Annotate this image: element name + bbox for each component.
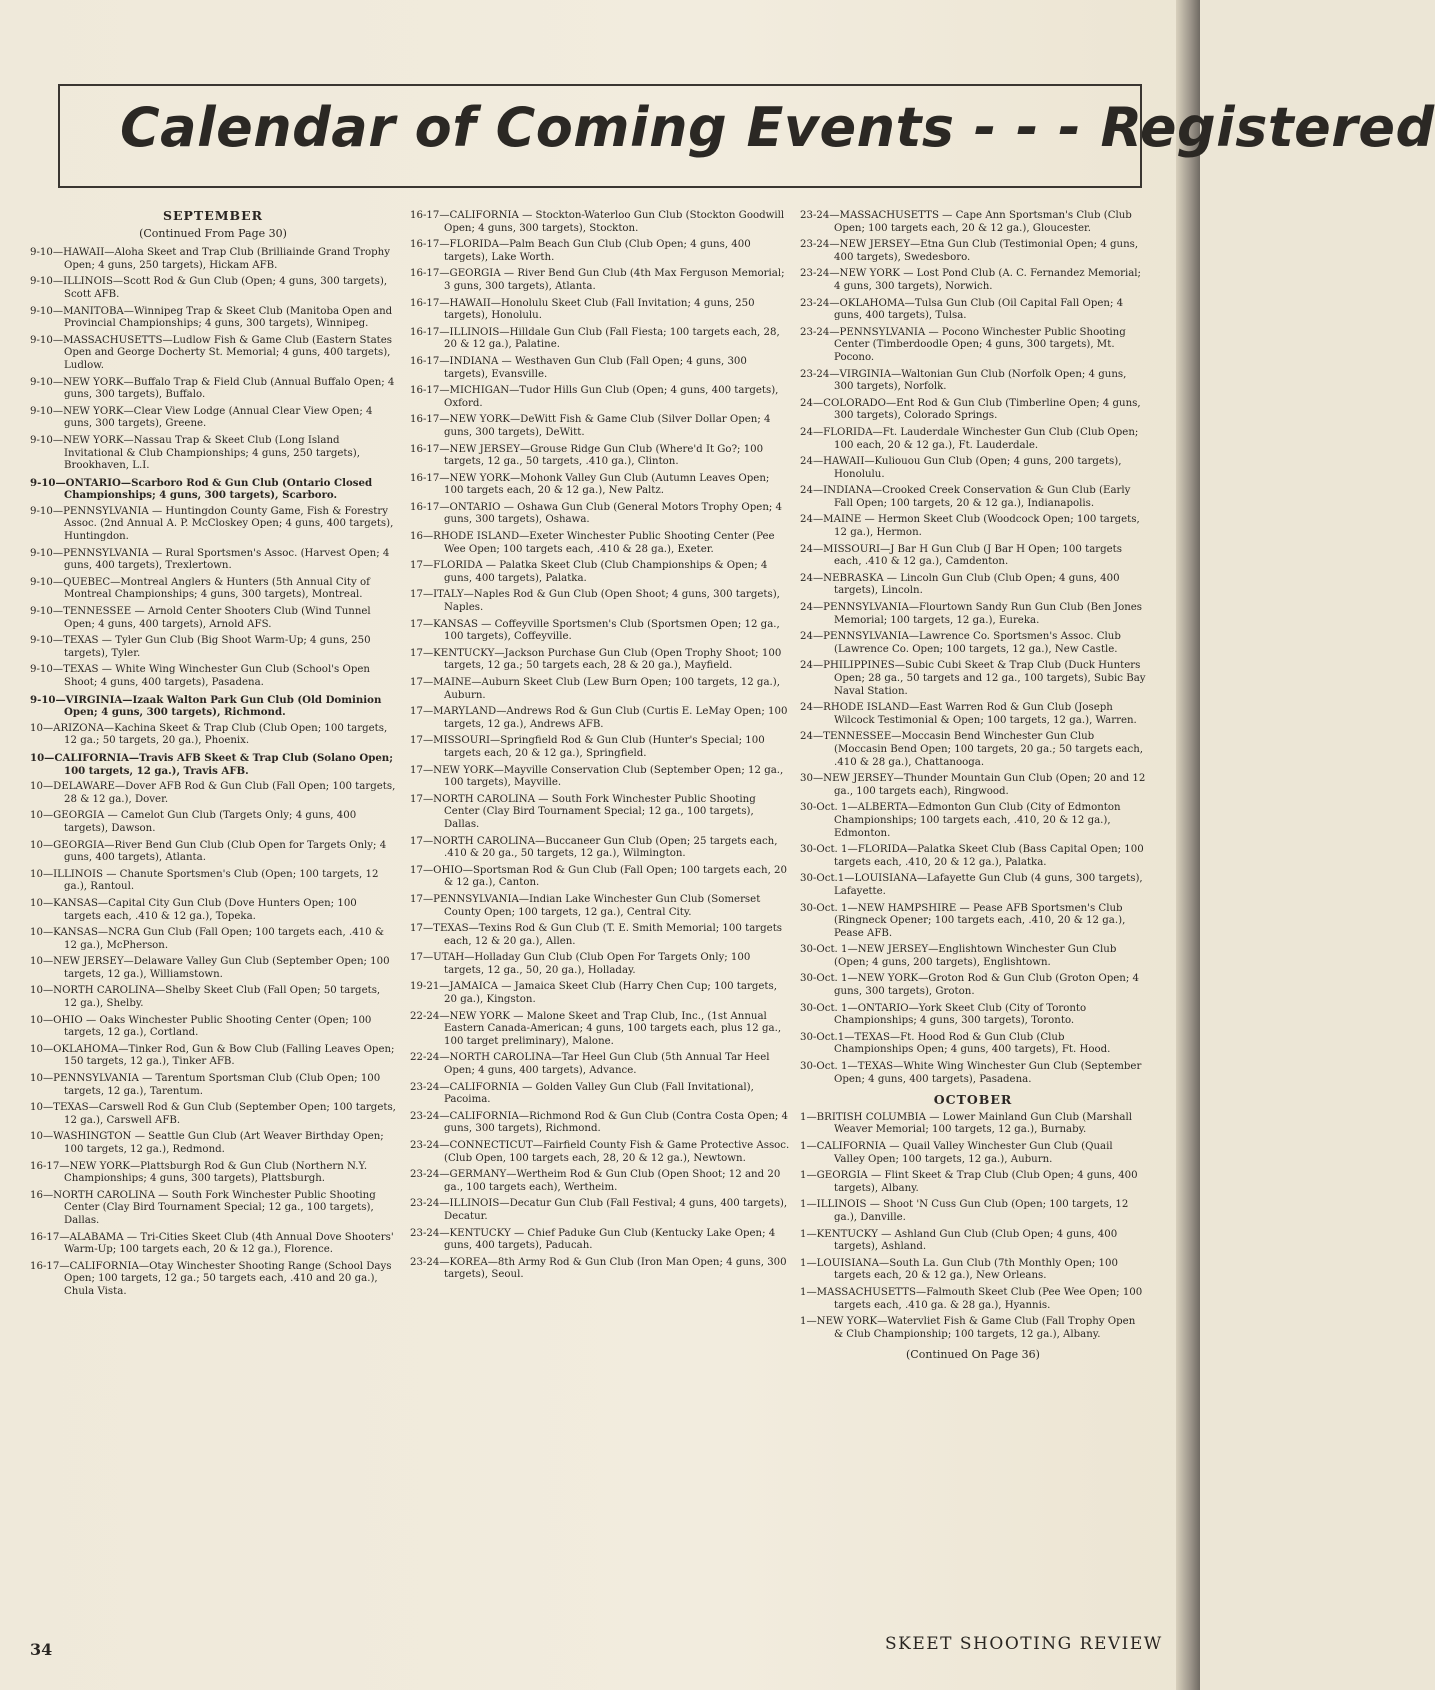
section-heading-september: SEPTEMBER: [162, 208, 264, 223]
event-entry: 23-24—PENNSYLVANIA — Pocono Winchester Public Shooting Center (Timberdoodle Open; 4 guns, 300 targets), Mt. Pocono.: [800, 326, 1126, 363]
event-entry: 17—OHIO—Sportsman Rod & Gun Club (Fall Open; 100 targets each, 20 & 12 ga.), Canton.: [410, 864, 788, 889]
event-entry: 23-24—NEW YORK — Lost Pond Club (A. C. Fernandez Memorial; 4 guns, 300 targets), Norwich.: [800, 268, 1141, 292]
magazine-name: SKEET SHOOTING REVIEW: [885, 1634, 1163, 1654]
section-heading-october: OCTOBER: [933, 1092, 1013, 1108]
event-entry: 9-10—ILLINOIS—Scott Rod & Gun Club (Open; 4 guns, 300 targets), Scott AFB.: [30, 276, 388, 300]
event-entry: 16-17—MICHIGAN—Tudor Hills Gun Club (Open; 4 guns, 400 targets), Oxford.: [410, 385, 779, 409]
event-entry: 16-17—FLORIDA—Palm Beach Gun Club (Club Open; 4 guns, 400 targets), Lake Worth.: [410, 239, 751, 263]
event-entry: 30—NEW JERSEY—Thunder Mountain Gun Club (Open; 20 and 12 ga., 100 targets each), Ringwood.: [800, 773, 1146, 797]
event-entry: 24—TENNESSEE—Moccasin Bend Winchester Gun Club (Moccasin Bend Open; 100 targets, 20 ga.; 50 targets each, .410 & 28 ga.), Chattanooga.: [800, 731, 1144, 768]
event-entry: 10—NORTH CAROLINA—Shelby Skeet Club (Fall Open; 50 targets, 12 ga.), Shelby.: [30, 985, 381, 1010]
event-entry: 16-17—INDIANA — Westhaven Gun Club (Fall Open; 4 guns, 300 targets), Evansville.: [410, 355, 747, 380]
event-entry: 16-17—CALIFORNIA—Otay Winchester Shooting Range (School Days Open; 100 targets, 12 ga.; 50 targets each, .410 and 20 ga.), Chula Vista.: [30, 1260, 392, 1297]
column-2: [410, 210, 790, 1286]
event-entry: 1—LOUISIANA—South La. Gun Club (7th Monthly Open; 100 targets each, 20 & 12 ga.), New Orleans.: [800, 1257, 1118, 1282]
event-entry: 19-21—JAMAICA — Jamaica Skeet Club (Harry Chen Cup; 100 targets, 20 ga.), Kingston.: [410, 981, 777, 1006]
event-list: [410, 210, 790, 1282]
event-entry: 1—MASSACHUSETTS—Falmouth Skeet Club (Pee Wee Open; 100 targets each, .410 ga. & 28 ga.), Hyannis.: [800, 1286, 1143, 1311]
event-entry: 23-24—KENTUCKY — Chief Paduke Gun Club (Kentucky Lake Open; 4 guns, 400 targets), Paducah.: [410, 1227, 776, 1252]
event-entry: 9-10—TEXAS — Tyler Gun Club (Big Shoot Warm-Up; 4 guns, 250 targets), Tyler.: [30, 635, 371, 659]
event-entry: 1—BRITISH COLUMBIA — Lower Mainland Gun Club (Marshall Weaver Memorial; 100 targets, 12 ga.), Burnaby.: [800, 1111, 1133, 1136]
event-entry: 16—NORTH CAROLINA — South Fork Winchester Public Shooting Center (Clay Bird Tournament Special; 12 ga., 100 targets), Dallas.: [30, 1189, 376, 1226]
event-entry: 10—ARIZONA—Kachina Skeet & Trap Club (Club Open; 100 targets, 12 ga.; 50 targets, 20 ga.), Phoenix.: [30, 722, 388, 747]
event-entry: 10—KANSAS—NCRA Gun Club (Fall Open; 100 targets each, .410 & 12 ga.), McPherson.: [30, 927, 384, 951]
event-entry: 17—KENTUCKY—Jackson Purchase Gun Club (Open Trophy Shoot; 100 targets, 12 ga.; 50 targets each, 28 & 20 ga.), Mayfield.: [410, 647, 782, 672]
event-entry: 30-Oct. 1—FLORIDA—Palatka Skeet Club (Bass Capital Open; 100 targets each, .410, 20 & 12 ga.), Palatka.: [800, 844, 1144, 868]
event-entry: 17—MISSOURI—Springfield Rod & Gun Club (Hunter's Special; 100 targets each, 20 & 12 ga.), Springfield.: [410, 735, 765, 759]
event-entry: 10—ILLINOIS — Chanute Sportsmen's Club (Open; 100 targets, 12 ga.), Rantoul.: [30, 868, 379, 893]
column-1: [30, 210, 396, 1303]
event-entry: 1—NEW YORK—Watervliet Fish & Game Club (Fall Trophy Open & Club Championship; 100 targets, 12 ga.), Albany.: [800, 1316, 1136, 1340]
event-entry: 16-17—ONTARIO — Oshawa Gun Club (General Motors Trophy Open; 4 guns, 300 targets), Oshawa.: [410, 501, 783, 526]
event-list: [800, 1112, 1146, 1342]
event-entry: 17—UTAH—Holladay Gun Club (Club Open For Targets Only; 100 targets, 12 ga., 50, 20 ga.), Holladay.: [410, 952, 751, 976]
event-entry: 10—GEORGIA—River Bend Gun Club (Club Open for Targets Only; 4 guns, 400 targets), Atlanta.: [30, 839, 387, 864]
continued-from-note: (Continued From Page 30): [139, 226, 287, 240]
event-entry: 10—GEORGIA — Camelot Gun Club (Targets Only; 4 guns, 400 targets), Dawson.: [30, 810, 357, 834]
event-entry: 10—DELAWARE—Dover AFB Rod & Gun Club (Fall Open; 100 targets, 28 & 12 ga.), Dover.: [30, 781, 396, 805]
event-entry: 10—PENNSYLVANIA — Tarentum Sportsman Club (Club Open; 100 targets, 12 ga.), Tarentum.: [30, 1073, 381, 1097]
event-entry: 1—KENTUCKY — Ashland Gun Club (Club Open; 4 guns, 400 targets), Ashland.: [800, 1228, 1118, 1253]
event-entry: 30-Oct. 1—NEW JERSEY—Englishtown Winchester Gun Club (Open; 4 guns, 200 targets), Englishtown.: [800, 944, 1117, 968]
event-entry: 9-10—NEW YORK—Buffalo Trap & Field Club (Annual Buffalo Open; 4 guns, 300 targets), Buffalo.: [30, 376, 395, 401]
continued-on-note: (Continued On Page 36): [906, 1348, 1040, 1362]
event-entry: 24—RHODE ISLAND—East Warren Rod & Gun Club (Joseph Wilcock Testimonial & Open; 100 targets, 12 ga.), Warren.: [800, 702, 1137, 726]
event-entry: 23-24—VIRGINIA—Waltonian Gun Club (Norfolk Open; 4 guns, 300 targets), Norfolk.: [800, 368, 1127, 393]
column-3: [800, 210, 1146, 1362]
event-entry: 23-24—GERMANY—Wertheim Rod & Gun Club (Open Shoot; 12 and 20 ga., 100 targets each), Wertheim.: [410, 1169, 781, 1193]
event-entry: 17—MAINE—Auburn Skeet Club (Lew Burn Open; 100 targets, 12 ga.), Auburn.: [410, 677, 780, 701]
event-entry: 10—NEW JERSEY—Delaware Valley Gun Club (September Open; 100 targets, 12 ga.), Williamstown.: [30, 956, 390, 980]
event-entry: 23-24—CALIFORNIA — Golden Valley Gun Club (Fall Invitational), Pacoima.: [410, 1081, 754, 1106]
event-entry: 9-10—TENNESSEE — Arnold Center Shooters Club (Wind Tunnel Open; 4 guns, 400 targets), Arnold AFS.: [30, 606, 371, 630]
event-list: [800, 210, 1146, 1086]
event-entry: 30-Oct.1—LOUISIANA—Lafayette Gun Club (4 guns, 300 targets), Lafayette.: [800, 873, 1143, 897]
event-entry: 1—CALIFORNIA — Quail Valley Winchester Gun Club (Quail Valley Open; 100 targets, 12 ga.), Auburn.: [800, 1141, 1113, 1165]
event-entry: 22-24—NORTH CAROLINA—Tar Heel Gun Club (5th Annual Tar Heel Open; 4 guns, 400 targets), Advance.: [410, 1052, 770, 1077]
event-entry: 10—WASHINGTON — Seattle Gun Club (Art Weaver Birthday Open; 100 targets, 12 ga.), Redmond.: [30, 1131, 384, 1155]
event-entry: 24—NEBRASKA — Lincoln Gun Club (Club Open; 4 guns, 400 targets), Lincoln.: [800, 572, 1120, 597]
event-entry: 17—NEW YORK—Mayville Conservation Club (September Open; 12 ga., 100 targets), Mayville.: [410, 764, 784, 789]
event-entry: 1—GEORGIA — Flint Skeet & Trap Club (Club Open; 4 guns, 400 targets), Albany.: [800, 1170, 1138, 1194]
event-entry: 16-17—ALABAMA — Tri-Cities Skeet Club (4th Annual Dove Shooters' Warm-Up; 100 targets each, 20 & 12 ga.), Florence.: [30, 1231, 394, 1256]
event-entry: 30-Oct. 1—TEXAS—White Wing Winchester Gun Club (September Open; 4 guns, 400 targets), Pasadena.: [800, 1061, 1142, 1085]
event-list: [30, 247, 396, 1298]
event-entry: 30-Oct. 1—NEW HAMPSHIRE — Pease AFB Sportsmen's Club (Ringneck Opener; 100 targets each, .410, 20 & 12 ga.), Pease AFB.: [800, 902, 1126, 939]
event-entry: 30-Oct. 1—NEW YORK—Groton Rod & Gun Club (Groton Open; 4 guns, 300 targets), Groton.: [800, 973, 1139, 998]
event-entry: 17—FLORIDA — Palatka Skeet Club (Club Championships & Open; 4 guns, 400 targets), Palatka.: [410, 560, 768, 584]
event-entry: 24—PENNSYLVANIA—Lawrence Co. Sportsmen's Assoc. Club (Lawrence Co. Open; 100 targets, 12 ga.), New Castle.: [800, 631, 1121, 655]
event-entry: 16-17—HAWAII—Honolulu Skeet Club (Fall Invitation; 4 guns, 250 targets), Honolulu.: [410, 297, 755, 322]
event-entry: 23-24—NEW JERSEY—Etna Gun Club (Testimonial Open; 4 guns, 400 targets), Swedesboro.: [800, 239, 1139, 263]
event-entry: 16-17—NEW YORK—Mohonk Valley Gun Club (Autumn Leaves Open; 100 targets each, 20 & 12 ga.), New Paltz.: [410, 472, 770, 497]
event-entry: 9-10—PENNSYLVANIA — Huntingdon County Game, Fish & Forestry Assoc. (2nd Annual A. P. McCloskey Open; 4 guns, 400 targets), Huntingdon.: [30, 505, 394, 543]
event-entry: 9-10—MASSACHUSETTS—Ludlow Fish & Game Club (Eastern States Open and George Docherty St. Memorial; 4 guns, 400 targets), Ludlow.: [30, 334, 392, 371]
event-entry: 16-17—ILLINOIS—Hilldale Gun Club (Fall Fiesta; 100 targets each, 28, 20 & 12 ga.), Palatine.: [410, 326, 780, 351]
event-entry: 23-24—MASSACHUSETTS — Cape Ann Sportsman's Club (Club Open; 100 targets each, 20 & 12 ga.), Gloucester.: [800, 210, 1132, 234]
event-entry: 10—OHIO — Oaks Winchester Public Shooting Center (Open; 100 targets, 12 ga.), Cortland.: [30, 1014, 372, 1039]
event-entry: 23-24—ILLINOIS—Decatur Gun Club (Fall Festival; 4 guns, 400 targets), Decatur.: [410, 1198, 788, 1222]
event-entry: 23-24—CALIFORNIA—Richmond Rod & Gun Club (Contra Costa Open; 4 guns, 300 targets), Richmond.: [410, 1110, 789, 1135]
event-entry: 17—NORTH CAROLINA — South Fork Winchester Public Shooting Center (Clay Bird Tournament Special; 12 ga., 100 targets), Dallas.: [410, 793, 756, 830]
event-entry: 16-17—NEW YORK—DeWitt Fish & Game Club (Silver Dollar Open; 4 guns, 300 targets), DeWitt.: [410, 414, 771, 438]
event-entry: 24—MISSOURI—J Bar H Gun Club (J Bar H Open; 100 targets each, .410 & 12 ga.), Camdenton.: [800, 543, 1123, 568]
page-edge: [1176, 0, 1200, 1690]
event-entry: 16-17—NEW YORK—Plattsburgh Rod & Gun Club (Northern N.Y. Championships; 4 guns, 300 targets), Plattsburgh.: [30, 1160, 368, 1185]
event-entry: 24—MAINE — Hermon Skeet Club (Woodcock Open; 100 targets, 12 ga.), Hermon.: [800, 514, 1140, 539]
event-entry: 9-10—NEW YORK—Clear View Lodge (Annual Clear View Open; 4 guns, 300 targets), Greene.: [30, 405, 373, 430]
event-entry: 9-10—MANITOBA—Winnipeg Trap & Skeet Club (Manitoba Open and Provincial Championships; 4 guns, 300 targets), Winnipeg.: [30, 305, 393, 330]
event-entry: 9-10—NEW YORK—Nassau Trap & Skeet Club (Long Island Invitational & Club Championships; 4 guns, 250 targets), Brookhaven, L.I.: [30, 434, 360, 472]
event-entry: 30-Oct. 1—ALBERTA—Edmonton Gun Club (City of Edmonton Championships; 100 targets each, .410, 20 & 12 ga.), Edmonton.: [800, 802, 1121, 839]
event-entry: 16-17—GEORGIA — River Bend Gun Club (4th Max Ferguson Memorial; 3 guns, 300 targets), Atlanta.: [410, 268, 785, 292]
event-entry: 9-10—HAWAII—Aloha Skeet and Trap Club (Brilliainde Grand Trophy Open; 4 guns, 250 targets), Hickam AFB.: [30, 247, 390, 271]
event-entry: 16-17—NEW JERSEY—Grouse Ridge Gun Club (Where'd It Go?; 100 targets, 12 ga., 50 targets, .410 ga.), Clinton.: [410, 443, 764, 468]
event-entry: 23-24—CONNECTICUT—Fairfield County Fish & Game Protective Assoc. (Club Open, 100 targets each, 28, 20 & 12 ga.), Newtown.: [410, 1140, 790, 1164]
page-number: 34: [30, 1640, 53, 1659]
event-entry: 23-24—KOREA—8th Army Rod & Gun Club (Iron Man Open; 4 guns, 300 targets), Seoul.: [410, 1256, 787, 1281]
event-entry: 30-Oct. 1—ONTARIO—York Skeet Club (City of Toronto Championships; 4 guns, 300 targets), Toronto.: [800, 1002, 1087, 1027]
page-title: Calendar of Coming Events - - - Registered: [120, 96, 1435, 159]
event-entry: 9-10—PENNSYLVANIA — Rural Sportsmen's Assoc. (Harvest Open; 4 guns, 400 targets), Trexlertown.: [30, 547, 390, 572]
event-entry: 9-10—TEXAS — White Wing Winchester Gun Club (School's Open Shoot; 4 guns, 400 targets), Pasadena.: [30, 664, 370, 688]
event-entry: 9-10—VIRGINIA—Izaak Walton Park Gun Club (Old Dominion Open; 4 guns, 300 targets), Richmond.: [30, 693, 382, 719]
event-entry: 10—OKLAHOMA—Tinker Rod, Gun & Bow Club (Falling Leaves Open; 150 targets, 12 ga.), Tinker AFB.: [30, 1043, 395, 1068]
title-banner: [58, 84, 1435, 188]
event-entry: 24—PHILIPPINES—Subic Cubi Skeet & Trap Club (Duck Hunters Open; 28 ga., 50 targets and 12 ga., 100 targets), Subic Bay Naval Station.: [800, 660, 1146, 697]
event-entry: 10—TEXAS—Carswell Rod & Gun Club (September Open; 100 targets, 12 ga.), Carswell AFB.: [30, 1102, 396, 1126]
event-entry: 16—RHODE ISLAND—Exeter Winchester Public Shooting Center (Pee Wee Open; 100 targets each, .410 & 28 ga.), Exeter.: [410, 531, 775, 555]
event-entry: 9-10—ONTARIO—Scarboro Rod & Gun Club (Ontario Closed Championships; 4 guns, 300 targets), Scarboro.: [30, 476, 373, 502]
event-entry: 17—TEXAS—Texins Rod & Gun Club (T. E. Smith Memorial; 100 targets each, 12 & 20 ga.), Allen.: [410, 923, 783, 947]
event-entry: 17—NORTH CAROLINA—Buccaneer Gun Club (Open; 25 targets each, .410 & 20 ga., 50 targets, 12 ga.), Wilmington.: [410, 835, 778, 860]
event-entry: 9-10—QUEBEC—Montreal Anglers & Hunters (5th Annual City of Montreal Championships; 4 guns, 300 targets), Montreal.: [30, 576, 370, 601]
event-entry: 16-17—CALIFORNIA — Stockton-Waterloo Gun Club (Stockton Goodwill Open; 4 guns, 300 targets), Stockton.: [410, 210, 785, 234]
event-entry: 30-Oct.1—TEXAS—Ft. Hood Rod & Gun Club (Club Championships Open; 4 guns, 400 targets), Ft. Hood.: [800, 1031, 1111, 1056]
event-entry: 17—KANSAS — Coffeyville Sportsmen's Club (Sportsmen Open; 12 ga., 100 targets), Coffeyville.: [410, 618, 780, 643]
event-entry: 10—CALIFORNIA—Travis AFB Skeet & Trap Club (Solano Open; 100 targets, 12 ga.), Travis AFB.: [30, 751, 393, 777]
event-entry: 24—PENNSYLVANIA—Flourtown Sandy Run Gun Club (Ben Jones Memorial; 100 targets, 12 ga.), Eureka.: [800, 602, 1143, 626]
event-entry: 17—MARYLAND—Andrews Rod & Gun Club (Curtis E. LeMay Open; 100 targets, 12 ga.), Andrews AFB.: [410, 706, 788, 730]
event-entry: 10—KANSAS—Capital City Gun Club (Dove Hunters Open; 100 targets each, .410 & 12 ga.), Topeka.: [30, 897, 357, 922]
event-entry: 23-24—OKLAHOMA—Tulsa Gun Club (Oil Capital Fall Open; 4 guns, 400 targets), Tulsa.: [800, 297, 1124, 322]
event-entry: 1—ILLINOIS — Shoot 'N Cuss Gun Club (Open; 100 targets, 12 ga.), Danville.: [800, 1199, 1129, 1223]
event-entry: 24—HAWAII—Kuliouou Gun Club (Open; 4 guns, 200 targets), Honolulu.: [800, 456, 1122, 480]
event-entry: 24—COLORADO—Ent Rod & Gun Club (Timberline Open; 4 guns, 300 targets), Colorado Springs.: [800, 397, 1141, 422]
event-entry: 17—PENNSYLVANIA—Indian Lake Winchester Gun Club (Somerset County Open; 100 targets, 12 ga.), Central City.: [410, 893, 761, 918]
event-entry: 24—INDIANA—Crooked Creek Conservation & Gun Club (Early Fall Open; 100 targets, 20 & 12 ga.), Indianapolis.: [800, 485, 1131, 509]
event-entry: 17—ITALY—Naples Rod & Gun Club (Open Shoot; 4 guns, 300 targets), Naples.: [410, 589, 780, 614]
event-entry: 22-24—NEW YORK — Malone Skeet and Trap Club, Inc., (1st Annual Eastern Canada-American; 4 guns, 100 targets each, plus 12 ga., 100 target preliminary), Malone.: [410, 1010, 782, 1047]
event-entry: 24—FLORIDA—Ft. Lauderdale Winchester Gun Club (Club Open; 100 each, 20 & 12 ga.), Ft. Lauderdale.: [800, 426, 1139, 451]
